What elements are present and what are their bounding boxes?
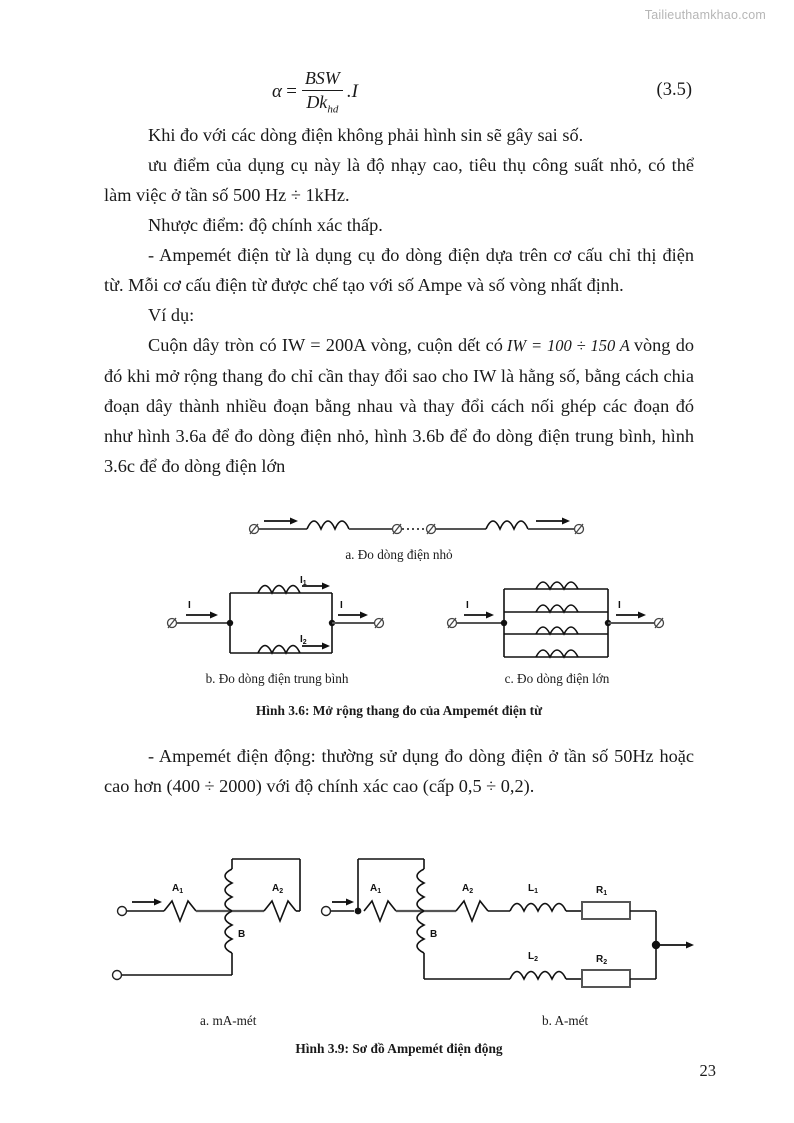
equation-denominator-subscript: hd — [327, 103, 339, 116]
figure-3-9a-circuit — [113, 859, 301, 980]
paragraph-example — [104, 330, 694, 481]
equation-equals: = — [284, 80, 298, 102]
paragraph-5: Ví dụ: — [148, 305, 195, 325]
figure-3-6c-drawing — [442, 575, 672, 671]
figure-3-9-drawing — [104, 823, 694, 1013]
figure-3-9a-label-a2: $A_2$ — [272, 883, 284, 895]
figure-3-6a — [104, 503, 694, 563]
equation-3-5 — [272, 68, 358, 116]
figure-3-6c — [442, 575, 672, 687]
equation-number: (3.5) — [656, 80, 692, 100]
figure-3-9b-label-a1: $A_1$ — [370, 883, 382, 895]
equation-row-3-5 — [104, 62, 694, 120]
inline-equation-iw: IW = 100 ÷ 150 A — [506, 336, 630, 355]
figure-3-9b-label-a2: $A_2$ — [462, 883, 474, 895]
figure-3-9b-label-l1: $L_1$ — [528, 883, 539, 895]
figure-3-6-main-caption: Hình 3.6: Mở rộng thang đo của Ampemét điện từ — [255, 703, 543, 718]
figure-3-6c-caption: c. Đo dòng điện lớn — [504, 671, 610, 686]
figure-3-9b-circuit — [322, 859, 695, 987]
figure-3-9-main-caption: Hình 3.9: Sơ đồ Ampemét điện động — [295, 1041, 503, 1056]
figure-3-6a-caption: a. Đo dòng điện nhỏ — [345, 547, 453, 562]
figure-3-6a-drawing — [104, 503, 694, 547]
figure-3-6b-label-i: I — [188, 600, 191, 611]
figure-3-9 — [104, 823, 694, 1057]
figure-3-6 — [104, 503, 694, 719]
figure-3-9-subcaptions — [104, 1013, 694, 1037]
figure-3-9a-label-b: B — [238, 929, 246, 940]
figure-3-6b-drawing — [162, 575, 392, 671]
figure-3-9b-label-r1: $R_1$ — [596, 885, 608, 897]
paragraph-2: ưu điểm của dụng cụ này là độ nhạy cao, tiêu thụ công suất nhỏ, có thể làm việc ở tần số 500 Hz ÷ 1kHz. — [104, 155, 694, 205]
equation-fraction — [302, 68, 343, 116]
figure-3-6b-label-i1: $I_1$ — [300, 575, 307, 587]
paragraph-3: Nhược điểm: độ chính xác thấp. — [148, 215, 383, 235]
page-number: 23 — [699, 1061, 716, 1080]
figure-3-9a-label-a1: $A_1$ — [172, 883, 184, 895]
equation-tail: .I — [346, 80, 358, 102]
equation-numerator: BSW — [304, 68, 340, 88]
figure-3-9b-caption: b. A-mét — [542, 1013, 589, 1028]
figure-3-6b-label-i2: $I_2$ — [300, 634, 307, 646]
figure-3-9a-caption: a. mA-mét — [200, 1013, 257, 1028]
paragraph-after-figure-3-6: - Ampemét điện động: thường sử dụng đo dòng điện ở tần số 50Hz hoặc cao hơn (400 ÷ 2000) với độ chính xác cao (cấp 0,5 ÷ 0,2). — [104, 746, 694, 796]
figure-3-9b-label-l2: $L_2$ — [528, 951, 539, 963]
figure-3-9b-label-r2: $R_2$ — [596, 954, 608, 966]
paragraph-4: - Ampemét điện từ là dụng cụ đo dòng điện dựa trên cơ cấu chỉ thị điện từ. Mỗi cơ cấu điện từ được chế tạo với số Ampe và số vòng nhất định. — [104, 245, 694, 295]
figure-3-6b-label-i-out: I — [340, 600, 343, 611]
equation-denominator: $Dk_{hd}$ — [306, 92, 339, 116]
page-content — [104, 62, 694, 1057]
equation-alpha: α — [272, 80, 282, 102]
figure-3-6c-label-i: I — [466, 600, 469, 611]
example-text-before: Cuộn dây tròn có IW = 200A vòng, cuộn dết có — [148, 335, 503, 355]
figure-3-6b-caption: b. Đo dòng điện trung bình — [205, 671, 349, 686]
paragraph-1: Khi đo với các dòng điện không phải hình sin sẽ gây sai số. — [148, 125, 584, 145]
figure-3-6c-label-i-out: I — [618, 600, 621, 611]
watermark: Tailieuthamkhao.com — [644, 8, 766, 22]
figure-3-6-row-bc — [104, 575, 694, 691]
figure-3-9b-label-b: B — [430, 929, 438, 940]
example-text-after: vòng do đó khi mở rộng thang đo chỉ cần thay đổi sao cho IW là hằng số, bằng cách chia đoạn dây thành nhiều đoạn bằng nhau và thay đổi cách nối ghép các đoạn đó như hình 3.6a để đo dòng điện nhỏ, hình 3.6b để đo dòng điện trung bình, hình 3.6c để đo dòng điện lớn — [104, 335, 694, 476]
figure-3-6b — [162, 575, 392, 687]
